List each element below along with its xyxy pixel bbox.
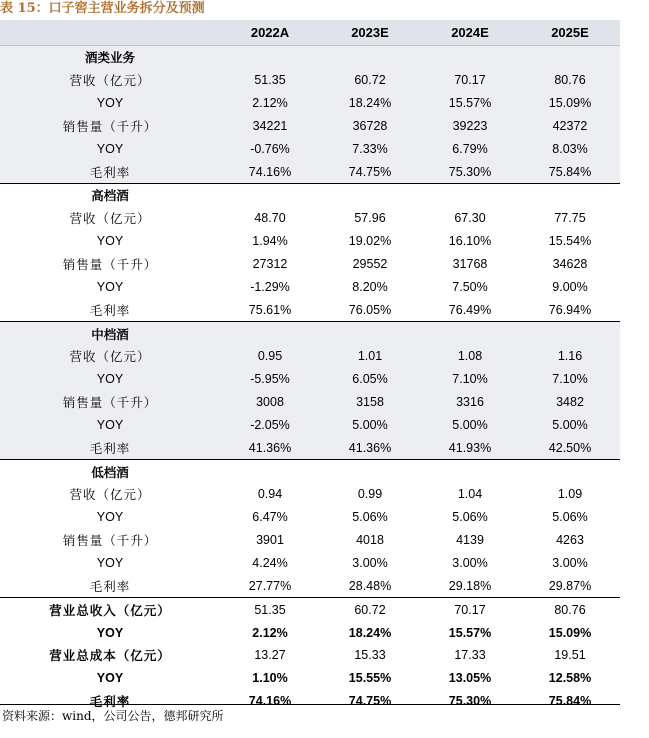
table-cell: 2.12% bbox=[252, 96, 288, 111]
row-label: 毛利率 bbox=[89, 440, 131, 456]
table-cell: 15.57% bbox=[448, 625, 492, 640]
table-cell: -5.95% bbox=[250, 372, 290, 387]
table-cell: 3.00% bbox=[452, 555, 488, 570]
table-cell: 75.84% bbox=[548, 164, 592, 179]
table-cell: 41.36% bbox=[348, 440, 392, 455]
table-bottom-rule bbox=[0, 704, 620, 705]
table-cell: -2.05% bbox=[250, 417, 290, 432]
row-label: YOY bbox=[96, 234, 124, 249]
table-cell: 51.35 bbox=[254, 602, 286, 617]
table-cell: 76.05% bbox=[348, 302, 392, 317]
table-row bbox=[0, 574, 620, 597]
row-label: 中档酒 bbox=[91, 326, 129, 342]
table-row bbox=[0, 92, 620, 115]
table-cell: 57.96 bbox=[354, 211, 386, 226]
table-cell: 4018 bbox=[356, 533, 384, 548]
table-cell: 75.30% bbox=[448, 164, 492, 179]
table-cell: 17.33 bbox=[454, 648, 486, 663]
table-cell: 0.95 bbox=[257, 349, 283, 364]
table-cell: 3901 bbox=[256, 533, 284, 548]
table-cell: 6.79% bbox=[452, 141, 488, 156]
total-row bbox=[0, 644, 620, 667]
table-cell: 8.20% bbox=[352, 279, 388, 294]
table-cell: 4.24% bbox=[252, 555, 288, 570]
row-label: YOY bbox=[96, 625, 124, 640]
table-cell: 1.09 bbox=[557, 487, 583, 502]
column-header: 2023E bbox=[351, 25, 389, 40]
table-cell: 1.04 bbox=[457, 487, 483, 502]
section-header-row bbox=[0, 321, 620, 345]
row-label: YOY bbox=[96, 279, 124, 294]
table-cell: 3.00% bbox=[352, 555, 388, 570]
row-label: 低档酒 bbox=[91, 464, 129, 480]
table-cell: 5.06% bbox=[352, 510, 388, 525]
table-row bbox=[0, 69, 620, 92]
table-cell: 18.24% bbox=[348, 625, 392, 640]
table-cell: 2.12% bbox=[252, 625, 288, 640]
table-row bbox=[0, 115, 620, 138]
table-row bbox=[0, 506, 620, 529]
row-label: 营业总收入（亿元） bbox=[49, 602, 171, 618]
table-cell: 15.55% bbox=[348, 671, 392, 686]
section-header-row bbox=[0, 183, 620, 207]
table-cell: 7.50% bbox=[452, 279, 488, 294]
table-row bbox=[0, 160, 620, 183]
table-cell: 27.77% bbox=[248, 578, 292, 593]
total-row bbox=[0, 667, 620, 690]
table-cell: 39223 bbox=[452, 118, 488, 133]
table-cell: 18.24% bbox=[348, 96, 392, 111]
table-cell: 15.09% bbox=[548, 625, 592, 640]
forecast-table bbox=[0, 20, 620, 712]
table-cell: 42.50% bbox=[548, 440, 592, 455]
row-label: YOY bbox=[96, 555, 124, 570]
table-cell: 36728 bbox=[352, 118, 388, 133]
table-cell: 60.72 bbox=[354, 602, 386, 617]
table-row bbox=[0, 391, 620, 414]
table-row bbox=[0, 529, 620, 552]
table-cell: 34628 bbox=[552, 257, 588, 272]
table-cell: 51.35 bbox=[254, 73, 286, 88]
table-cell: 48.70 bbox=[254, 211, 286, 226]
table-cell: 5.00% bbox=[352, 417, 388, 432]
table-cell: 41.93% bbox=[448, 440, 492, 455]
total-row bbox=[0, 621, 620, 644]
table-header-row bbox=[0, 20, 620, 46]
table-cell: 5.06% bbox=[452, 510, 488, 525]
table-cell: 6.05% bbox=[352, 372, 388, 387]
table-cell: 41.36% bbox=[248, 440, 292, 455]
table-cell: -1.29% bbox=[250, 279, 290, 294]
table-cell: 12.58% bbox=[548, 671, 592, 686]
table-row bbox=[0, 230, 620, 253]
table-row bbox=[0, 345, 620, 368]
row-label: 营收（亿元） bbox=[69, 211, 151, 227]
table-row bbox=[0, 552, 620, 575]
table-cell: 1.08 bbox=[457, 349, 483, 364]
table-cell: 15.54% bbox=[548, 234, 592, 249]
table-cell: 42372 bbox=[552, 118, 588, 133]
row-label: 营收（亿元） bbox=[69, 73, 151, 89]
table-cell: -0.76% bbox=[250, 141, 290, 156]
table-cell: 29.87% bbox=[548, 578, 592, 593]
row-label: 销售量（千升） bbox=[62, 533, 158, 549]
row-label: 销售量（千升） bbox=[62, 395, 158, 411]
table-cell: 19.51 bbox=[554, 648, 586, 663]
table-cell: 7.10% bbox=[452, 372, 488, 387]
table-row bbox=[0, 483, 620, 506]
column-header: 2025E bbox=[551, 25, 589, 40]
table-cell: 75.30% bbox=[448, 694, 492, 709]
table-cell: 7.10% bbox=[552, 372, 588, 387]
table-row bbox=[0, 436, 620, 459]
row-label: 销售量（千升） bbox=[62, 257, 158, 273]
table-cell: 60.72 bbox=[354, 73, 386, 88]
table-cell: 4139 bbox=[456, 533, 484, 548]
table-row bbox=[0, 207, 620, 230]
table-cell: 3482 bbox=[556, 395, 584, 410]
table-cell: 6.47% bbox=[252, 510, 288, 525]
table-cell: 0.94 bbox=[257, 487, 283, 502]
table-cell: 1.94% bbox=[252, 234, 288, 249]
table-cell: 8.03% bbox=[552, 141, 588, 156]
section-header-row bbox=[0, 46, 620, 69]
table-cell: 74.16% bbox=[248, 164, 292, 179]
table-cell: 15.57% bbox=[448, 96, 492, 111]
table-cell: 67.30 bbox=[454, 211, 486, 226]
row-label: 毛利率 bbox=[89, 302, 131, 318]
table-cell: 13.05% bbox=[448, 671, 492, 686]
table-cell: 1.16 bbox=[557, 349, 583, 364]
column-header: 2022A bbox=[250, 25, 290, 40]
table-cell: 16.10% bbox=[448, 234, 492, 249]
table-row bbox=[0, 368, 620, 391]
table-cell: 31768 bbox=[452, 257, 488, 272]
table-cell: 3158 bbox=[356, 395, 384, 410]
table-row bbox=[0, 275, 620, 298]
table-cell: 5.06% bbox=[552, 510, 588, 525]
table-cell: 5.00% bbox=[452, 417, 488, 432]
table-cell: 74.75% bbox=[348, 694, 392, 709]
table-title: 表 15：口子窖主营业务拆分及预测 bbox=[0, 1, 205, 16]
table-cell: 75.61% bbox=[248, 302, 292, 317]
row-label: 毛利率 bbox=[89, 578, 131, 594]
row-label: YOY bbox=[96, 372, 124, 387]
table-cell: 80.76 bbox=[554, 602, 586, 617]
table-cell: 7.33% bbox=[352, 141, 388, 156]
column-header: 2024E bbox=[451, 25, 489, 40]
row-label: 营收（亿元） bbox=[69, 349, 151, 365]
table-cell: 27312 bbox=[252, 257, 288, 272]
row-label: 酒类业务 bbox=[84, 50, 135, 66]
table-cell: 0.99 bbox=[357, 487, 383, 502]
row-label: 高档酒 bbox=[91, 188, 129, 204]
row-label: YOY bbox=[96, 141, 124, 156]
table-cell: 15.33 bbox=[354, 648, 386, 663]
table-cell: 74.75% bbox=[348, 164, 392, 179]
row-label: 销售量（千升） bbox=[62, 118, 158, 134]
row-label: YOY bbox=[96, 96, 124, 111]
table-cell: 80.76 bbox=[554, 73, 586, 88]
table-cell: 3.00% bbox=[552, 555, 588, 570]
table-cell: 34221 bbox=[252, 118, 288, 133]
table-cell: 76.94% bbox=[548, 302, 592, 317]
table-cell: 4263 bbox=[556, 533, 584, 548]
table-cell: 3316 bbox=[456, 395, 484, 410]
table-cell: 70.17 bbox=[454, 73, 486, 88]
table-cell: 1.10% bbox=[252, 671, 288, 686]
row-label: 毛利率 bbox=[89, 164, 131, 180]
table-cell: 5.00% bbox=[552, 417, 588, 432]
table-cell: 29552 bbox=[352, 257, 388, 272]
table-cell: 13.27 bbox=[254, 648, 286, 663]
table-cell: 70.17 bbox=[454, 602, 486, 617]
table-cell: 1.01 bbox=[357, 349, 383, 364]
total-row bbox=[0, 597, 620, 621]
table-cell: 28.48% bbox=[348, 578, 392, 593]
table-cell: 19.02% bbox=[348, 234, 392, 249]
table-cell: 15.09% bbox=[548, 96, 592, 111]
table-cell: 9.00% bbox=[552, 279, 588, 294]
table-cell: 76.49% bbox=[448, 302, 492, 317]
row-label: YOY bbox=[96, 417, 124, 432]
table-cell: 29.18% bbox=[448, 578, 492, 593]
row-label: 营收（亿元） bbox=[69, 487, 151, 503]
table-cell: 77.75 bbox=[554, 211, 586, 226]
table-row bbox=[0, 253, 620, 276]
table-row bbox=[0, 298, 620, 321]
table-cell: 74.16% bbox=[248, 694, 292, 709]
table-row bbox=[0, 137, 620, 160]
source-note: 资料来源：wind，公司公告，德邦研究所 bbox=[2, 709, 224, 723]
table-row bbox=[0, 414, 620, 437]
row-label: 毛利率 bbox=[89, 694, 131, 710]
row-label: 营业总成本（亿元） bbox=[49, 648, 171, 664]
table-cell: 3008 bbox=[256, 395, 284, 410]
table-cell: 75.84% bbox=[548, 694, 592, 709]
row-label: YOY bbox=[96, 671, 124, 686]
row-label: YOY bbox=[96, 510, 124, 525]
section-header-row bbox=[0, 459, 620, 483]
table-body bbox=[0, 46, 620, 712]
